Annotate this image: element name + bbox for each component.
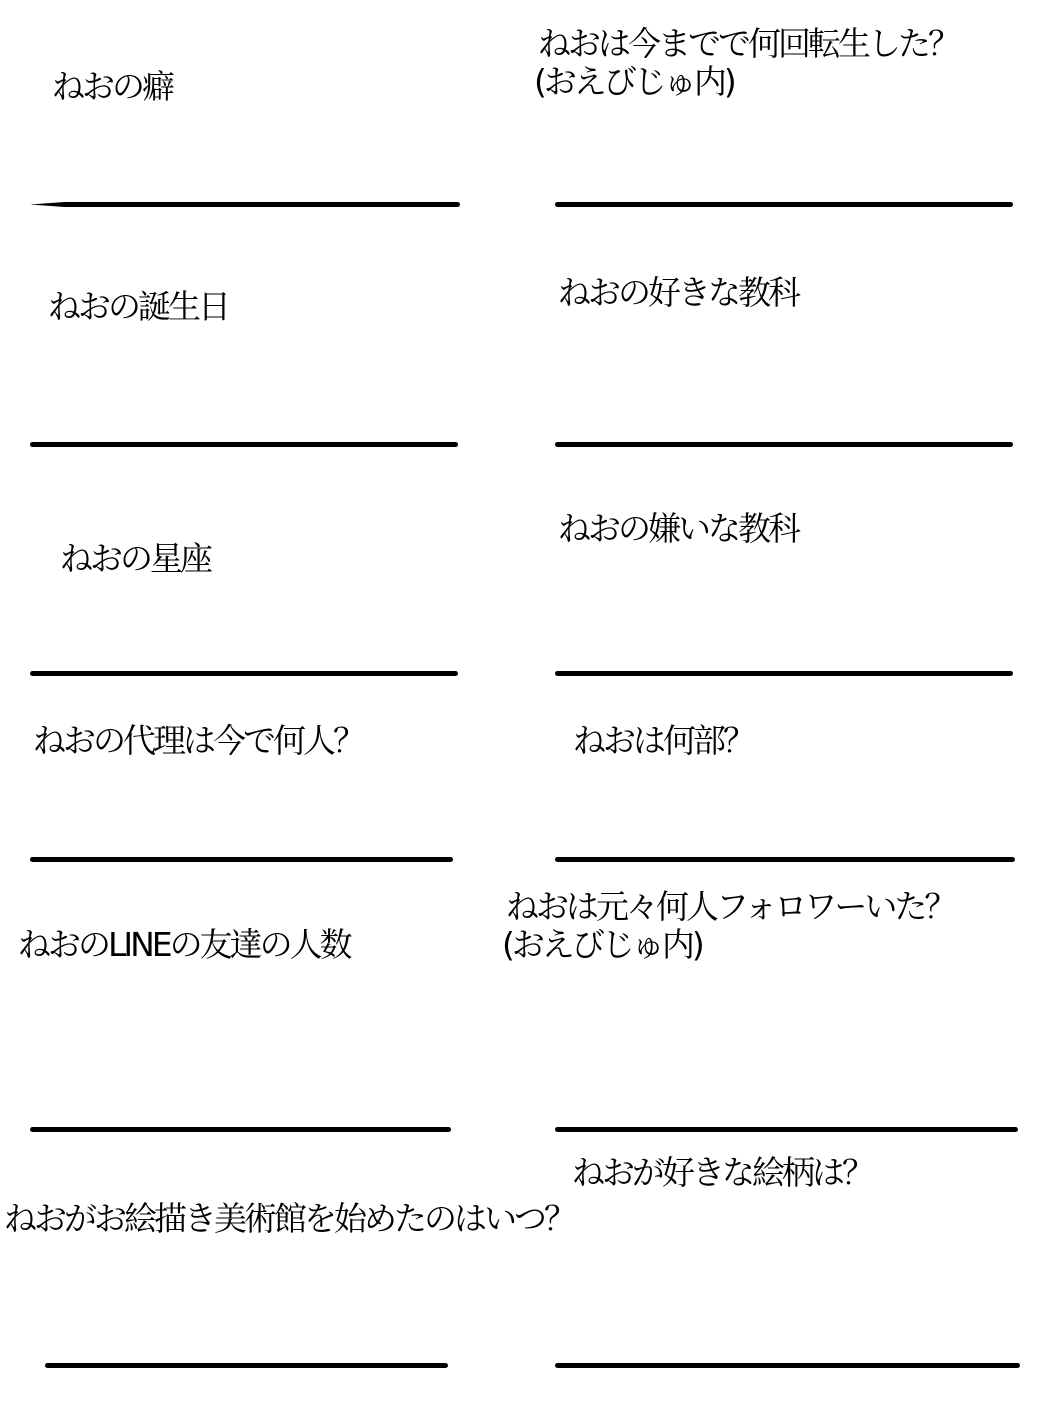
question-note: (おえびじゅ内) xyxy=(502,924,702,964)
question-habit xyxy=(52,68,172,106)
question-favorite-subject xyxy=(558,274,798,312)
question-text: ねおは何部？ xyxy=(573,721,753,760)
answer-line-original-followers[interactable] xyxy=(555,1127,1018,1132)
answer-line-birthday[interactable] xyxy=(30,442,458,447)
question-text: ねおが好きな絵柄は？ xyxy=(572,1153,872,1192)
answer-line-club[interactable] xyxy=(555,857,1015,862)
question-text: ねおの癖 xyxy=(52,67,172,106)
question-reincarnation xyxy=(534,24,958,101)
answer-line-favorite-pattern[interactable] xyxy=(555,1363,1020,1368)
question-museum-start xyxy=(4,1200,574,1238)
question-line-friends xyxy=(18,926,350,964)
answer-line-disliked-subject[interactable] xyxy=(555,671,1013,676)
question-text: ねおの代理は今で何人？ xyxy=(33,721,363,760)
answer-line-reincarnation[interactable] xyxy=(555,202,1013,207)
question-disliked-subject xyxy=(558,510,798,548)
question-proxy-count xyxy=(33,722,363,760)
answer-line-habit[interactable] xyxy=(30,202,460,207)
question-text: ねおは元々何人フォロワーいた？ xyxy=(506,887,955,926)
answer-line-constellation[interactable] xyxy=(30,671,458,676)
question-text: ねおの星座 xyxy=(60,539,210,578)
question-text: ねおの嫌いな教科 xyxy=(558,509,798,548)
question-text: ねおの誕生日 xyxy=(48,287,228,326)
question-constellation xyxy=(60,540,210,578)
question-birthday xyxy=(48,288,228,326)
question-text: ねおは今までで何回転生した？ xyxy=(538,24,958,63)
answer-line-proxy-count[interactable] xyxy=(30,857,453,862)
question-favorite-pattern xyxy=(572,1154,872,1192)
answer-line-museum-start[interactable] xyxy=(45,1363,448,1368)
question-text: ねおのLINEの友達の人数 xyxy=(18,925,350,964)
question-club xyxy=(573,722,753,760)
answer-line-favorite-subject[interactable] xyxy=(555,442,1013,447)
question-text: ねおの好きな教科 xyxy=(558,273,798,312)
answer-line-line-friends[interactable] xyxy=(30,1127,451,1132)
question-note: (おえびじゅ内) xyxy=(534,61,734,101)
question-original-followers xyxy=(502,887,955,964)
question-text: ねおがお絵描き美術館を始めたのはいつ？ xyxy=(4,1199,574,1238)
